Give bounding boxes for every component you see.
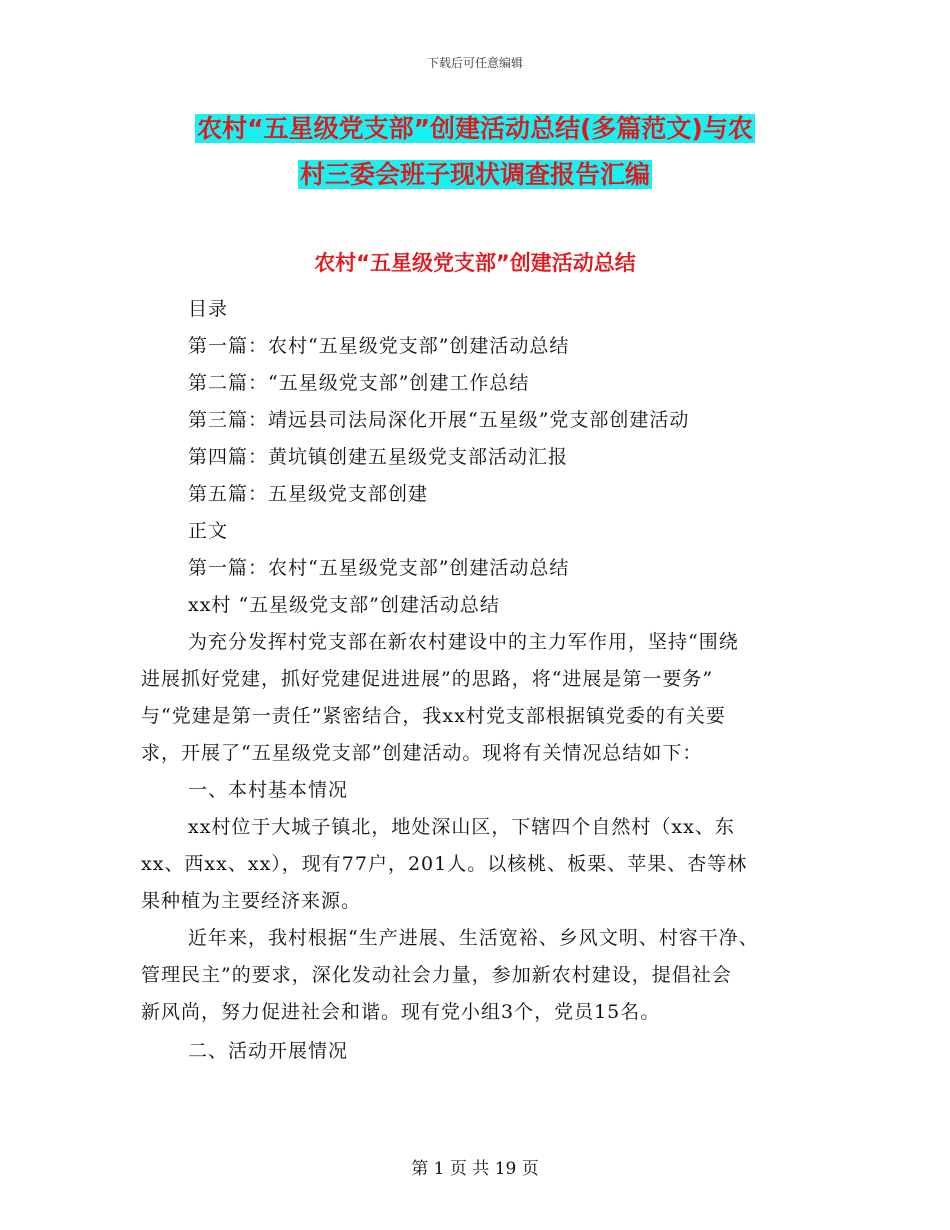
title-highlight-2: 村三委会班子现状调查报告汇编 bbox=[299, 160, 650, 189]
paragraph-line: 与“党建是第一责任”紧密结合，我xx村党支部根据镇党委的有关要 bbox=[141, 705, 726, 727]
paragraph-line: 近年来，我村根据“生产进展、生活宽裕、乡风文明、村容干净、 bbox=[188, 927, 759, 949]
toc-heading: 目录 bbox=[188, 298, 229, 320]
article-title: 第一篇：农村“五星级党支部”创建活动总结 bbox=[188, 557, 570, 579]
paragraph-line: 新风尚，努力促进社会和谐。现有党小组3个，党员15名。 bbox=[141, 1001, 661, 1023]
toc-item: 第一篇：农村“五星级党支部”创建活动总结 bbox=[188, 335, 570, 357]
paragraph-line: 求，开展了“五星级党支部”创建活动。现将有关情况总结如下： bbox=[141, 742, 703, 764]
paragraph-line: xx、西xx、xx），现有77户，201人。以核桃、板栗、苹果、杏等林 bbox=[141, 853, 748, 875]
paragraph-line: 果种植为主要经济来源。 bbox=[141, 890, 362, 912]
toc-item: 第二篇：“五星级党支部”创建工作总结 bbox=[188, 372, 530, 394]
section-title: 农村“五星级党支部”创建活动总结 bbox=[314, 251, 636, 275]
section-heading: 二、活动开展情况 bbox=[188, 1040, 349, 1062]
article-subtitle: xx村 “五星级党支部”创建活动总结 bbox=[188, 594, 500, 616]
toc-item: 第四篇：黄坑镇创建五星级党支部活动汇报 bbox=[188, 446, 569, 468]
paragraph-line: xx村位于大城子镇北，地处深山区，下辖四个自然村（xx、东 bbox=[188, 816, 735, 838]
paragraph-line: 管理民主”的要求，深化发动社会力量，参加新农村建设，提倡社会 bbox=[141, 964, 732, 986]
toc-item: 第三篇：靖远县司法局深化开展“五星级”党支部创建活动 bbox=[188, 409, 690, 431]
paragraph-line: 进展抓好党建，抓好党建促进进展”的思路，将“进展是第一要务” bbox=[141, 668, 714, 690]
header-note: 下载后可任意编辑 bbox=[426, 56, 523, 70]
title-highlight-1: 农村“五星级党支部”创建活动总结(多篇范文)与农 bbox=[197, 114, 753, 143]
section-heading: 一、本村基本情况 bbox=[188, 779, 349, 801]
paragraph-line: 为充分发挥村党支部在新农村建设中的主力军作用，坚持“围绕 bbox=[188, 631, 739, 653]
page-number: 第 1 页 共 19 页 bbox=[411, 1159, 539, 1179]
toc-item: 第五篇：五星级党支部创建 bbox=[188, 483, 429, 505]
body-heading: 正文 bbox=[188, 520, 229, 542]
document-title-line-2 bbox=[0, 155, 950, 195]
document-title-line-1 bbox=[0, 109, 950, 149]
